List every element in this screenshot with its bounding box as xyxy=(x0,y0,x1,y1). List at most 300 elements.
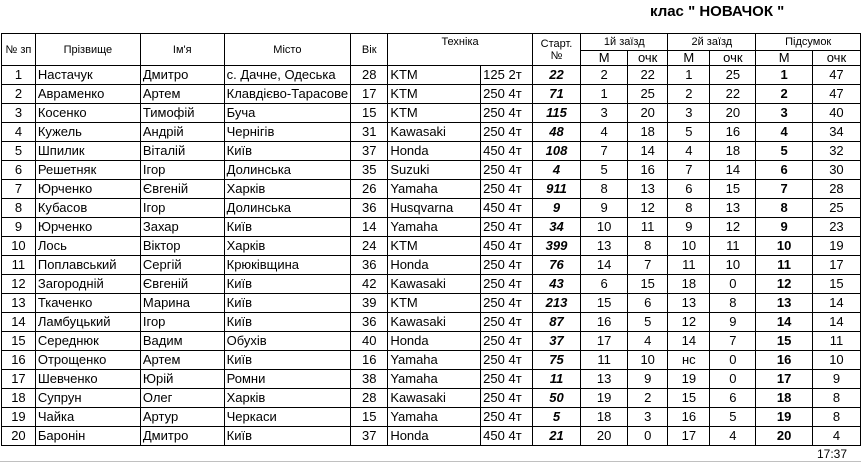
surname-cell: Чайка xyxy=(35,408,140,427)
header-start xyxy=(532,34,580,66)
total-points-cell: 47 xyxy=(812,66,860,85)
ride1-place-cell: 20 xyxy=(581,427,628,446)
ride1-points-cell: 15 xyxy=(628,275,668,294)
total-place-cell: 3 xyxy=(756,104,813,123)
city-cell: Долинська xyxy=(224,161,351,180)
surname-cell: Шпилик xyxy=(35,142,140,161)
ride2-points-cell: 22 xyxy=(710,85,756,104)
start-num-cell: 75 xyxy=(532,351,580,370)
total-place-cell: 11 xyxy=(756,256,813,275)
ride2-points-cell: 5 xyxy=(710,408,756,427)
row-num: 10 xyxy=(2,237,36,256)
ride2-points-cell: 9 xyxy=(710,313,756,332)
table-row xyxy=(2,351,861,370)
ride2-place-cell: 2 xyxy=(668,85,710,104)
name-cell: Артем xyxy=(140,85,224,104)
ride1-place-cell: 4 xyxy=(581,123,628,142)
row-num: 15 xyxy=(2,332,36,351)
ride1-points-cell: 16 xyxy=(628,161,668,180)
surname-cell: Отрощенко xyxy=(35,351,140,370)
subheader-pts2: очк xyxy=(710,51,756,66)
table-row xyxy=(2,370,861,389)
total-place-cell: 12 xyxy=(756,275,813,294)
make-cell: Husqvarna xyxy=(388,199,481,218)
total-place-cell: 14 xyxy=(756,313,813,332)
header-ride1: 1й заїзд xyxy=(581,34,668,51)
total-place-cell: 1 xyxy=(756,66,813,85)
start-num-cell: 108 xyxy=(532,142,580,161)
row-num: 19 xyxy=(2,408,36,427)
city-cell: Харків xyxy=(224,180,351,199)
ride1-place-cell: 11 xyxy=(581,351,628,370)
ride1-place-cell: 3 xyxy=(581,104,628,123)
age-cell: 42 xyxy=(351,275,388,294)
name-cell: Артем xyxy=(140,351,224,370)
row-num: 6 xyxy=(2,161,36,180)
name-cell: Дмитро xyxy=(140,66,224,85)
ride2-points-cell: 4 xyxy=(710,427,756,446)
ride1-points-cell: 7 xyxy=(628,256,668,275)
surname-cell: Юрченко xyxy=(35,180,140,199)
total-place-cell: 8 xyxy=(756,199,813,218)
header-num: № зп xyxy=(2,34,36,66)
cc-cell: 250 4т xyxy=(481,256,533,275)
name-cell: Захар xyxy=(140,218,224,237)
total-place-cell: 2 xyxy=(756,85,813,104)
ride1-place-cell: 13 xyxy=(581,370,628,389)
results-table xyxy=(1,33,861,446)
make-cell: Honda xyxy=(388,142,481,161)
name-cell: Сергій xyxy=(140,256,224,275)
cc-cell: 250 4т xyxy=(481,313,533,332)
ride1-place-cell: 2 xyxy=(581,66,628,85)
header-start-line2: № xyxy=(550,49,563,62)
city-cell: Харків xyxy=(224,237,351,256)
table-row xyxy=(2,199,861,218)
header-name: Ім'я xyxy=(140,34,224,66)
ride1-points-cell: 12 xyxy=(628,199,668,218)
make-cell: Kawasaki xyxy=(388,123,481,142)
ride2-points-cell: 0 xyxy=(710,275,756,294)
make-cell: Honda xyxy=(388,332,481,351)
age-cell: 31 xyxy=(351,123,388,142)
ride2-place-cell: 14 xyxy=(668,332,710,351)
name-cell: Віктор xyxy=(140,237,224,256)
ride1-place-cell: 6 xyxy=(581,275,628,294)
start-num-cell: 37 xyxy=(532,332,580,351)
row-num: 3 xyxy=(2,104,36,123)
total-points-cell: 32 xyxy=(812,142,860,161)
table-row xyxy=(2,161,861,180)
ride1-points-cell: 25 xyxy=(628,85,668,104)
age-cell: 36 xyxy=(351,313,388,332)
start-num-cell: 71 xyxy=(532,85,580,104)
name-cell: Віталій xyxy=(140,142,224,161)
ride2-place-cell: 8 xyxy=(668,199,710,218)
surname-cell: Кужель xyxy=(35,123,140,142)
start-num-cell: 21 xyxy=(532,427,580,446)
ride2-points-cell: 11 xyxy=(710,237,756,256)
make-cell: Kawasaki xyxy=(388,313,481,332)
age-cell: 14 xyxy=(351,218,388,237)
ride2-points-cell: 7 xyxy=(710,332,756,351)
ride2-points-cell: 0 xyxy=(710,351,756,370)
table-row xyxy=(2,389,861,408)
cc-cell: 450 4т xyxy=(481,237,533,256)
total-points-cell: 11 xyxy=(812,332,860,351)
ride2-place-cell: 6 xyxy=(668,180,710,199)
subheader-ptst: очк xyxy=(812,51,860,66)
age-cell: 15 xyxy=(351,408,388,427)
ride1-points-cell: 0 xyxy=(628,427,668,446)
subheader-m1: М xyxy=(581,51,628,66)
cc-cell: 250 4т xyxy=(481,218,533,237)
surname-cell: Ламбуцький xyxy=(35,313,140,332)
surname-cell: Ткаченко xyxy=(35,294,140,313)
age-cell: 37 xyxy=(351,427,388,446)
ride1-place-cell: 14 xyxy=(581,256,628,275)
ride2-points-cell: 14 xyxy=(710,161,756,180)
total-place-cell: 13 xyxy=(756,294,813,313)
ride1-place-cell: 18 xyxy=(581,408,628,427)
city-cell: Чернігів xyxy=(224,123,351,142)
make-cell: Honda xyxy=(388,427,481,446)
ride2-place-cell: 16 xyxy=(668,408,710,427)
start-num-cell: 399 xyxy=(532,237,580,256)
cc-cell: 125 2т xyxy=(481,66,533,85)
age-cell: 39 xyxy=(351,294,388,313)
header-start-line1: Старт. xyxy=(540,37,573,50)
subheader-pts1: очк xyxy=(628,51,668,66)
total-points-cell: 4 xyxy=(812,427,860,446)
make-cell: Kawasaki xyxy=(388,389,481,408)
surname-cell: Авраменко xyxy=(35,85,140,104)
surname-cell: Середнюк xyxy=(35,332,140,351)
name-cell: Євгеній xyxy=(140,275,224,294)
row-num: 4 xyxy=(2,123,36,142)
ride1-points-cell: 14 xyxy=(628,142,668,161)
start-num-cell: 48 xyxy=(532,123,580,142)
ride1-place-cell: 5 xyxy=(581,161,628,180)
table-row xyxy=(2,408,861,427)
age-cell: 16 xyxy=(351,351,388,370)
ride2-place-cell: 18 xyxy=(668,275,710,294)
start-num-cell: 4 xyxy=(532,161,580,180)
ride1-points-cell: 6 xyxy=(628,294,668,313)
city-cell: Київ xyxy=(224,294,351,313)
total-points-cell: 23 xyxy=(812,218,860,237)
ride1-place-cell: 16 xyxy=(581,313,628,332)
start-num-cell: 11 xyxy=(532,370,580,389)
row-num: 7 xyxy=(2,180,36,199)
cc-cell: 250 4т xyxy=(481,294,533,313)
start-num-cell: 22 xyxy=(532,66,580,85)
make-cell: Yamaha xyxy=(388,180,481,199)
make-cell: KTM xyxy=(388,66,481,85)
name-cell: Ігор xyxy=(140,161,224,180)
grid-line xyxy=(0,461,861,462)
start-num-cell: 213 xyxy=(532,294,580,313)
ride1-place-cell: 10 xyxy=(581,218,628,237)
ride2-place-cell: 3 xyxy=(668,104,710,123)
city-cell: Харків xyxy=(224,389,351,408)
ride1-points-cell: 13 xyxy=(628,180,668,199)
ride2-points-cell: 25 xyxy=(710,66,756,85)
surname-cell: Решетняк xyxy=(35,161,140,180)
make-cell: Yamaha xyxy=(388,351,481,370)
name-cell: Євгеній xyxy=(140,180,224,199)
header-total: Підсумок xyxy=(756,34,861,51)
table-row xyxy=(2,313,861,332)
cc-cell: 250 4т xyxy=(481,85,533,104)
age-cell: 24 xyxy=(351,237,388,256)
age-cell: 36 xyxy=(351,256,388,275)
city-cell: Долинська xyxy=(224,199,351,218)
table-row xyxy=(2,427,861,446)
surname-cell: Лось xyxy=(35,237,140,256)
name-cell: Олег xyxy=(140,389,224,408)
start-num-cell: 9 xyxy=(532,199,580,218)
start-num-cell: 87 xyxy=(532,313,580,332)
table-row xyxy=(2,332,861,351)
make-cell: Suzuki xyxy=(388,161,481,180)
clock-time: 17:37 xyxy=(817,447,848,461)
subheader-m2: М xyxy=(668,51,710,66)
ride1-place-cell: 13 xyxy=(581,237,628,256)
table-row xyxy=(2,237,861,256)
name-cell: Дмитро xyxy=(140,427,224,446)
ride2-points-cell: 16 xyxy=(710,123,756,142)
total-place-cell: 18 xyxy=(756,389,813,408)
ride2-place-cell: 12 xyxy=(668,313,710,332)
total-points-cell: 9 xyxy=(812,370,860,389)
age-cell: 36 xyxy=(351,199,388,218)
surname-cell: Баронін xyxy=(35,427,140,446)
ride1-place-cell: 19 xyxy=(581,389,628,408)
city-cell: с. Дачне, Одеська xyxy=(224,66,351,85)
ride2-points-cell: 15 xyxy=(710,180,756,199)
ride2-place-cell: 9 xyxy=(668,218,710,237)
make-cell: KTM xyxy=(388,104,481,123)
name-cell: Ігор xyxy=(140,199,224,218)
header-ride2: 2й заїзд xyxy=(668,34,756,51)
ride1-points-cell: 8 xyxy=(628,237,668,256)
city-cell: Клавдієво-Тарасове xyxy=(224,85,351,104)
city-cell: Київ xyxy=(224,427,351,446)
row-num: 9 xyxy=(2,218,36,237)
start-num-cell: 5 xyxy=(532,408,580,427)
table-row xyxy=(2,294,861,313)
surname-cell: Шевченко xyxy=(35,370,140,389)
ride2-place-cell: 7 xyxy=(668,161,710,180)
city-cell: Київ xyxy=(224,313,351,332)
ride2-points-cell: 10 xyxy=(710,256,756,275)
cc-cell: 450 4т xyxy=(481,142,533,161)
total-points-cell: 30 xyxy=(812,161,860,180)
total-points-cell: 8 xyxy=(812,389,860,408)
start-num-cell: 76 xyxy=(532,256,580,275)
cc-cell: 250 4т xyxy=(481,123,533,142)
surname-cell: Поплавський xyxy=(35,256,140,275)
city-cell: Крюківщина xyxy=(224,256,351,275)
ride2-place-cell: 5 xyxy=(668,123,710,142)
row-num: 5 xyxy=(2,142,36,161)
cc-cell: 450 4т xyxy=(481,199,533,218)
ride2-place-cell: нс xyxy=(668,351,710,370)
table-row xyxy=(2,275,861,294)
table-row xyxy=(2,256,861,275)
ride1-points-cell: 2 xyxy=(628,389,668,408)
make-cell: Kawasaki xyxy=(388,275,481,294)
city-cell: Київ xyxy=(224,275,351,294)
total-points-cell: 8 xyxy=(812,408,860,427)
ride1-points-cell: 4 xyxy=(628,332,668,351)
name-cell: Ігор xyxy=(140,313,224,332)
city-cell: Буча xyxy=(224,104,351,123)
table-row xyxy=(2,142,861,161)
ride2-place-cell: 13 xyxy=(668,294,710,313)
age-cell: 28 xyxy=(351,389,388,408)
ride1-points-cell: 10 xyxy=(628,351,668,370)
table-row xyxy=(2,66,861,85)
ride2-place-cell: 17 xyxy=(668,427,710,446)
ride1-points-cell: 5 xyxy=(628,313,668,332)
surname-cell: Загородній xyxy=(35,275,140,294)
total-place-cell: 20 xyxy=(756,427,813,446)
ride1-place-cell: 7 xyxy=(581,142,628,161)
table-row xyxy=(2,85,861,104)
table-row xyxy=(2,180,861,199)
make-cell: Yamaha xyxy=(388,218,481,237)
header-row xyxy=(2,34,861,51)
age-cell: 37 xyxy=(351,142,388,161)
cc-cell: 250 4т xyxy=(481,351,533,370)
surname-cell: Настачук xyxy=(35,66,140,85)
total-place-cell: 6 xyxy=(756,161,813,180)
ride2-points-cell: 18 xyxy=(710,142,756,161)
name-cell: Вадим xyxy=(140,332,224,351)
cc-cell: 250 4т xyxy=(481,408,533,427)
start-num-cell: 43 xyxy=(532,275,580,294)
header-city: Місто xyxy=(224,34,351,66)
total-place-cell: 5 xyxy=(756,142,813,161)
start-num-cell: 115 xyxy=(532,104,580,123)
surname-cell: Юрченко xyxy=(35,218,140,237)
row-num: 12 xyxy=(2,275,36,294)
cc-cell: 250 4т xyxy=(481,180,533,199)
total-points-cell: 34 xyxy=(812,123,860,142)
cc-cell: 250 4т xyxy=(481,332,533,351)
ride2-place-cell: 10 xyxy=(668,237,710,256)
subheader-mt: М xyxy=(756,51,813,66)
city-cell: Київ xyxy=(224,142,351,161)
row-num: 13 xyxy=(2,294,36,313)
ride2-points-cell: 20 xyxy=(710,104,756,123)
ride1-points-cell: 3 xyxy=(628,408,668,427)
make-cell: KTM xyxy=(388,85,481,104)
age-cell: 40 xyxy=(351,332,388,351)
make-cell: Yamaha xyxy=(388,370,481,389)
row-num: 2 xyxy=(2,85,36,104)
ride2-points-cell: 12 xyxy=(710,218,756,237)
age-cell: 15 xyxy=(351,104,388,123)
start-num-cell: 911 xyxy=(532,180,580,199)
total-place-cell: 16 xyxy=(756,351,813,370)
city-cell: Ромни xyxy=(224,370,351,389)
total-place-cell: 9 xyxy=(756,218,813,237)
ride2-place-cell: 19 xyxy=(668,370,710,389)
total-points-cell: 15 xyxy=(812,275,860,294)
ride2-place-cell: 15 xyxy=(668,389,710,408)
total-points-cell: 40 xyxy=(812,104,860,123)
ride2-points-cell: 13 xyxy=(710,199,756,218)
ride1-points-cell: 18 xyxy=(628,123,668,142)
age-cell: 35 xyxy=(351,161,388,180)
ride1-points-cell: 9 xyxy=(628,370,668,389)
total-place-cell: 15 xyxy=(756,332,813,351)
ride1-place-cell: 8 xyxy=(581,180,628,199)
ride1-place-cell: 15 xyxy=(581,294,628,313)
header-surname: Прізвище xyxy=(35,34,140,66)
total-points-cell: 14 xyxy=(812,313,860,332)
total-points-cell: 17 xyxy=(812,256,860,275)
total-place-cell: 17 xyxy=(756,370,813,389)
start-num-cell: 50 xyxy=(532,389,580,408)
surname-cell: Косенко xyxy=(35,104,140,123)
table-row xyxy=(2,123,861,142)
total-place-cell: 4 xyxy=(756,123,813,142)
total-place-cell: 7 xyxy=(756,180,813,199)
header-tech: Техніка xyxy=(388,34,532,66)
name-cell: Марина xyxy=(140,294,224,313)
age-cell: 17 xyxy=(351,85,388,104)
ride1-place-cell: 17 xyxy=(581,332,628,351)
name-cell: Тимофій xyxy=(140,104,224,123)
ride1-place-cell: 1 xyxy=(581,85,628,104)
total-points-cell: 10 xyxy=(812,351,860,370)
row-num: 1 xyxy=(2,66,36,85)
name-cell: Артур xyxy=(140,408,224,427)
total-place-cell: 19 xyxy=(756,408,813,427)
table-row xyxy=(2,218,861,237)
surname-cell: Кубасов xyxy=(35,199,140,218)
age-cell: 38 xyxy=(351,370,388,389)
total-points-cell: 28 xyxy=(812,180,860,199)
cc-cell: 250 4т xyxy=(481,161,533,180)
row-num: 8 xyxy=(2,199,36,218)
row-num: 16 xyxy=(2,351,36,370)
ride1-place-cell: 9 xyxy=(581,199,628,218)
cc-cell: 250 4т xyxy=(481,275,533,294)
make-cell: KTM xyxy=(388,237,481,256)
city-cell: Обухів xyxy=(224,332,351,351)
make-cell: KTM xyxy=(388,294,481,313)
row-num: 14 xyxy=(2,313,36,332)
table-row xyxy=(2,104,861,123)
name-cell: Андрій xyxy=(140,123,224,142)
total-points-cell: 25 xyxy=(812,199,860,218)
row-num: 17 xyxy=(2,370,36,389)
start-num-cell: 34 xyxy=(532,218,580,237)
row-num: 20 xyxy=(2,427,36,446)
ride1-points-cell: 22 xyxy=(628,66,668,85)
cc-cell: 250 4т xyxy=(481,389,533,408)
age-cell: 28 xyxy=(351,66,388,85)
total-points-cell: 47 xyxy=(812,85,860,104)
make-cell: Yamaha xyxy=(388,408,481,427)
class-title: клас " НОВАЧОК " xyxy=(650,3,785,20)
ride2-points-cell: 6 xyxy=(710,389,756,408)
